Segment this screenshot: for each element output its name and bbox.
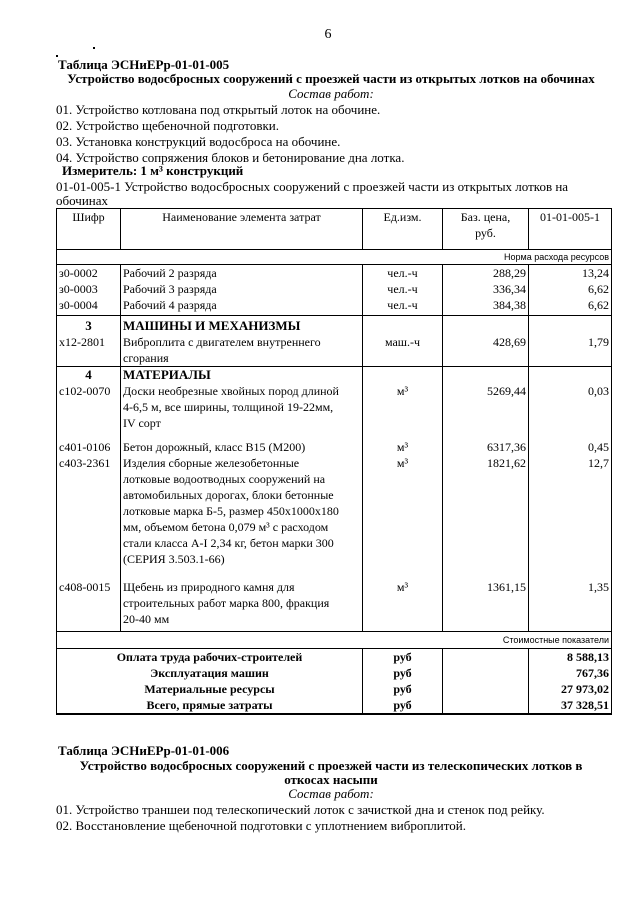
summary-unit: руб	[363, 649, 443, 666]
cell-unit: чел.-ч	[363, 281, 443, 297]
cell-name-line: стали класса А-I 2,34 кг, бетон марки 300	[123, 536, 334, 550]
cell-name-line: лотковые водоотводных сооружений на	[123, 472, 326, 486]
cell-code: с403-2361	[57, 455, 121, 579]
cell-price: 336,34	[443, 281, 529, 297]
table-row	[57, 297, 612, 316]
cell-name: Рабочий 3 разряда	[121, 281, 363, 297]
cell-price: 428,69	[443, 334, 529, 367]
section-number: 4	[57, 367, 121, 384]
cell-unit: м³	[363, 383, 443, 439]
cell-code: с102-0070	[57, 383, 121, 439]
cell-name	[121, 439, 363, 455]
cell-name	[121, 334, 363, 367]
summary-value: 767,36	[529, 665, 612, 681]
cell-name-line: IV сорт	[123, 416, 161, 430]
scan-speck	[93, 47, 95, 49]
work-item: 01. Устройство траншеи под телескопический лоток с зачисткой дна и стенок под рейку.	[56, 802, 545, 817]
cell-norm: 12,7	[529, 455, 612, 579]
section-row	[57, 316, 612, 335]
summary-unit: руб	[363, 665, 443, 681]
cell-price: 1821,62	[443, 455, 529, 579]
summary-value: 27 973,02	[529, 681, 612, 697]
cell-name-line: Виброплита с двигателем внутреннего	[123, 335, 321, 349]
cost-label-row	[57, 632, 612, 649]
section-row	[57, 367, 612, 384]
meter-label: Измеритель: 1 м³ конструкций	[62, 163, 244, 178]
section-title: МАТЕРИАЛЫ	[121, 367, 363, 384]
cell-norm: 13,24	[529, 265, 612, 282]
table1-composition-label: Состав работ:	[288, 86, 374, 101]
empty-cell	[443, 681, 529, 697]
cell-name-line: автомобильных дорогах, блоки бетонные	[123, 488, 334, 502]
table-row	[57, 579, 612, 632]
table2-composition-label: Состав работ:	[288, 786, 374, 801]
cell-unit: м³	[363, 579, 443, 632]
cell-norm: 6,62	[529, 281, 612, 297]
cell-name-line: Бетон дорожный, класс В15 (М200)	[123, 440, 306, 454]
table2-subtitle-cont: откосах насыпи	[284, 772, 378, 787]
cell-code: з0-0004	[57, 297, 121, 316]
table-row	[57, 265, 612, 282]
cell-price: 6317,36	[443, 439, 529, 455]
empty-cell	[443, 367, 529, 384]
page-number: 6	[324, 27, 332, 42]
table-header-row	[57, 209, 612, 250]
work-item: 02. Восстановление щебеночной подготовки с уплотнением виброплитой.	[56, 818, 466, 833]
cell-code: з0-0002	[57, 265, 121, 282]
cell-unit: м³	[363, 455, 443, 579]
empty-cell	[529, 316, 612, 335]
summary-row	[57, 665, 612, 681]
header-price-line: Баз. цена,	[460, 210, 511, 224]
cell-name	[121, 383, 363, 439]
empty-cell	[443, 697, 529, 714]
summary-unit: руб	[363, 697, 443, 714]
table1-subtitle: Устройство водосбросных сооружений с проезжей части из открытых лотков на обочинах	[67, 71, 595, 86]
table-row	[57, 334, 612, 367]
cell-name-line: лотковые марка Б-5, размер 450х1000х180	[123, 504, 339, 518]
resource-table	[56, 208, 612, 715]
cell-name-line: сгорания	[123, 351, 169, 365]
section-title: МАШИНЫ И МЕХАНИЗМЫ	[121, 316, 363, 335]
cell-norm: 0,45	[529, 439, 612, 455]
summary-row	[57, 681, 612, 697]
cell-name: Рабочий 4 разряда	[121, 297, 363, 316]
work-item: 02. Устройство щебеночной подготовки.	[56, 118, 279, 133]
summary-name: Всего, прямые затраты	[57, 697, 363, 714]
section-number: 3	[57, 316, 121, 335]
summary-row	[57, 649, 612, 666]
table-row	[57, 281, 612, 297]
cell-price: 384,38	[443, 297, 529, 316]
code-description-cont: обочинах	[56, 193, 108, 208]
summary-value: 37 328,51	[529, 697, 612, 714]
cell-code: с408-0015	[57, 579, 121, 632]
cell-code: с401-0106	[57, 439, 121, 455]
work-item: 03. Установка конструкций водосброса на обочине.	[56, 134, 341, 149]
cell-name-line: строительных работ марка 800, фракция	[123, 596, 330, 610]
cell-unit: м³	[363, 439, 443, 455]
cost-label: Стоимостные показатели	[57, 632, 612, 649]
summary-name: Эксплуатация машин	[57, 665, 363, 681]
empty-cell	[443, 649, 529, 666]
table2-subtitle: Устройство водосбросных сооружений с проезжей части из телескопических лотков в	[79, 758, 583, 773]
header-code: Шифр	[57, 209, 121, 250]
header-price-line: руб.	[475, 226, 496, 240]
cell-code: з0-0003	[57, 281, 121, 297]
code-description: 01-01-005-1 Устройство водосбросных сооружений с проезжей части из открытых лотков на	[56, 179, 569, 194]
summary-name: Материальные ресурсы	[57, 681, 363, 697]
cell-name-line: Изделия сборные железобетонные	[123, 456, 300, 470]
empty-cell	[529, 367, 612, 384]
cell-name-line: Доски необрезные хвойных пород длиной	[123, 384, 339, 398]
cell-name-line: Щебень из природного камня для	[123, 580, 295, 594]
norm-label-row	[57, 250, 612, 265]
empty-cell	[443, 316, 529, 335]
summary-unit: руб	[363, 681, 443, 697]
summary-row	[57, 697, 612, 714]
work-item: 01. Устройство котлована под открытый лоток на обочине.	[56, 102, 381, 117]
summary-value: 8 588,13	[529, 649, 612, 666]
norm-label: Норма расхода ресурсов	[57, 250, 612, 265]
cell-unit: маш.-ч	[363, 334, 443, 367]
header-unit: Ед.изм.	[363, 209, 443, 250]
cell-name-line: мм, объемом бетона 0,079 м³ с расходом	[123, 520, 329, 534]
table-row	[57, 439, 612, 455]
cell-name: Рабочий 2 разряда	[121, 265, 363, 282]
empty-cell	[363, 316, 443, 335]
cell-name	[121, 579, 363, 632]
cell-norm: 6,62	[529, 297, 612, 316]
header-name: Наименование элемента затрат	[121, 209, 363, 250]
cell-norm: 1,79	[529, 334, 612, 367]
cell-price: 5269,44	[443, 383, 529, 439]
cell-price: 1361,15	[443, 579, 529, 632]
cell-name-line: (СЕРИЯ 3.503.1-66)	[123, 552, 225, 566]
cell-name-line: 20-40 мм	[123, 612, 170, 626]
cell-name-line: 4-6,5 м, все ширины, толщиной 19-22мм,	[123, 400, 334, 414]
header-price	[443, 209, 529, 250]
cell-norm: 1,35	[529, 579, 612, 632]
table-row	[57, 383, 612, 439]
cell-name	[121, 455, 363, 579]
cell-unit: чел.-ч	[363, 297, 443, 316]
cell-code: х12-2801	[57, 334, 121, 367]
cell-unit: чел.-ч	[363, 265, 443, 282]
summary-name: Оплата труда рабочих-строителей	[57, 649, 363, 666]
cell-norm: 0,03	[529, 383, 612, 439]
cell-price: 288,29	[443, 265, 529, 282]
header-norm: 01-01-005-1	[529, 209, 612, 250]
table-row	[57, 455, 612, 579]
empty-cell	[363, 367, 443, 384]
table2-title: Таблица ЭСНиЕРр-01-01-006	[58, 743, 230, 758]
empty-cell	[443, 665, 529, 681]
work-item: 04. Устройство сопряжения блоков и бетонирование дна лотка.	[56, 150, 405, 165]
table1-title: Таблица ЭСНиЕРр-01-01-005	[58, 57, 230, 72]
